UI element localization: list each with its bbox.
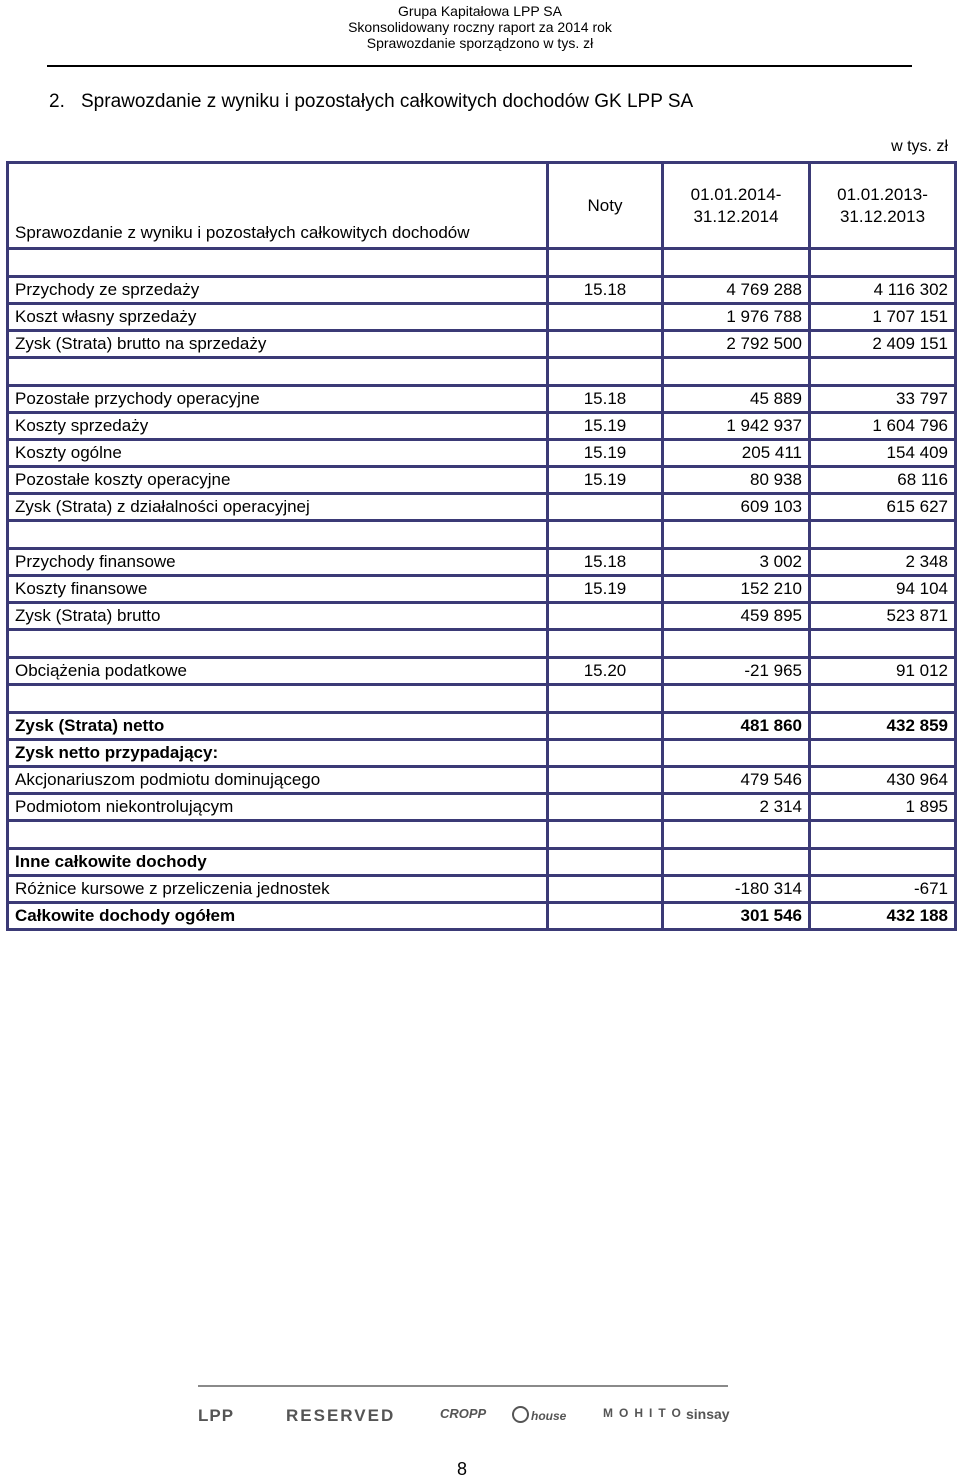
row-note (548, 331, 663, 358)
row-note: 15.19 (548, 440, 663, 467)
row-value-2014: 2 314 (663, 794, 810, 821)
row-value-2014: 1 942 937 (663, 413, 810, 440)
row-label: Koszty ogólne (8, 440, 548, 467)
table-row (8, 304, 956, 331)
logo-house: house (512, 1406, 566, 1423)
table-cell (663, 685, 810, 713)
row-value-2013: 1 707 151 (810, 304, 956, 331)
row-label: Przychody ze sprzedaży (8, 277, 548, 304)
table-row (8, 767, 956, 794)
brand-logos (198, 1406, 728, 1428)
row-note (548, 494, 663, 521)
row-value-2014: 609 103 (663, 494, 810, 521)
row-value-2013: 94 104 (810, 576, 956, 603)
table-cell (810, 685, 956, 713)
row-label: Koszty finansowe (8, 576, 548, 603)
table-cell (810, 821, 956, 849)
row-value-2013: 2 348 (810, 549, 956, 576)
row-value-2014 (663, 849, 810, 876)
row-value-2013: 33 797 (810, 386, 956, 413)
row-note: 15.18 (548, 386, 663, 413)
house-circle-icon (512, 1406, 529, 1423)
row-note: 15.20 (548, 658, 663, 685)
row-value-2013: 430 964 (810, 767, 956, 794)
table-cell (548, 521, 663, 549)
table-row (8, 277, 956, 304)
row-label: Zysk (Strata) netto (8, 713, 548, 740)
row-note (548, 304, 663, 331)
row-value-2013 (810, 849, 956, 876)
row-value-2013: 615 627 (810, 494, 956, 521)
header-rule (47, 65, 912, 67)
spacer-row (8, 821, 956, 849)
row-note: 15.18 (548, 549, 663, 576)
row-value-2014: -21 965 (663, 658, 810, 685)
row-value-2013: 432 859 (810, 713, 956, 740)
logo-cropp: CROPP (440, 1406, 487, 1421)
row-value-2013: 523 871 (810, 603, 956, 630)
table-cell (810, 358, 956, 386)
section-title: Sprawozdanie z wyniku i pozostałych całkowitych dochodów GK LPP SA (81, 91, 694, 112)
row-value-2013: 68 116 (810, 467, 956, 494)
table-cell (663, 249, 810, 277)
row-note: 15.19 (548, 576, 663, 603)
row-label: Przychody finansowe (8, 549, 548, 576)
table-row (8, 467, 956, 494)
table-row (8, 494, 956, 521)
row-label: Całkowite dochody ogółem (8, 903, 548, 930)
table-cell (548, 821, 663, 849)
row-label: Koszty sprzedaży (8, 413, 548, 440)
page-number: 8 (456, 1459, 467, 1479)
section-number: 2. (49, 91, 65, 112)
table-row (8, 331, 956, 358)
row-label: Inne całkowite dochody (8, 849, 548, 876)
spacer-row (8, 249, 956, 277)
table-cell (810, 521, 956, 549)
row-value-2014: 3 002 (663, 549, 810, 576)
table-row (8, 386, 956, 413)
table-cell (8, 521, 548, 549)
row-value-2013: 1 604 796 (810, 413, 956, 440)
row-value-2013: 91 012 (810, 658, 956, 685)
table-cell (8, 685, 548, 713)
table-row (8, 876, 956, 903)
row-value-2014: 481 860 (663, 713, 810, 740)
table-row (8, 603, 956, 630)
row-note (548, 849, 663, 876)
logo-reserved: RESERVED (286, 1406, 396, 1425)
spacer-row (8, 521, 956, 549)
table-cell (8, 630, 548, 658)
table-cell (663, 521, 810, 549)
column-header-label: Sprawozdanie z wyniku i pozostałych całkowitych dochodów (8, 163, 548, 249)
table-row (8, 549, 956, 576)
row-value-2014: -180 314 (663, 876, 810, 903)
row-note (548, 794, 663, 821)
table-row (8, 849, 956, 876)
row-value-2013: -671 (810, 876, 956, 903)
header-currency-note: Sprawozdanie sporządzono w tys. zł (366, 35, 594, 51)
row-label: Zysk (Strata) z działalności operacyjnej (8, 494, 548, 521)
row-note (548, 740, 663, 767)
row-value-2013: 4 116 302 (810, 277, 956, 304)
row-label: Akcjonariuszom podmiotu dominującego (8, 767, 548, 794)
row-label: Zysk netto przypadający: (8, 740, 548, 767)
row-label: Podmiotom niekontrolującym (8, 794, 548, 821)
logo-mohito: MOHITO (603, 1406, 687, 1420)
row-value-2014: 45 889 (663, 386, 810, 413)
row-value-2014: 152 210 (663, 576, 810, 603)
row-value-2014: 479 546 (663, 767, 810, 794)
row-value-2014: 459 895 (663, 603, 810, 630)
table-cell (663, 821, 810, 849)
row-note (548, 876, 663, 903)
row-value-2014 (663, 740, 810, 767)
row-note: 15.18 (548, 277, 663, 304)
table-row (8, 440, 956, 467)
row-label: Obciążenia podatkowe (8, 658, 548, 685)
unit-label: w tys. zł (891, 138, 948, 155)
table-row (8, 413, 956, 440)
section-heading (49, 90, 693, 114)
column-header-2013: 01.01.2013- 31.12.2013 (810, 163, 956, 249)
row-value-2013: 154 409 (810, 440, 956, 467)
row-value-2013: 1 895 (810, 794, 956, 821)
table-cell (8, 821, 548, 849)
table-row (8, 576, 956, 603)
table-row (8, 658, 956, 685)
row-note (548, 713, 663, 740)
header-report: Skonsolidowany roczny raport za 2014 rok (348, 19, 612, 35)
logo-sinsay: sinsay (686, 1406, 730, 1422)
table-cell (810, 249, 956, 277)
footer-rule (198, 1385, 728, 1387)
spacer-row (8, 358, 956, 386)
row-value-2014: 205 411 (663, 440, 810, 467)
spacer-row (8, 630, 956, 658)
table-cell (8, 358, 548, 386)
row-label: Zysk (Strata) brutto na sprzedaży (8, 331, 548, 358)
table-cell (8, 249, 548, 277)
row-label: Zysk (Strata) brutto (8, 603, 548, 630)
row-value-2014: 301 546 (663, 903, 810, 930)
logo-lpp: LPP (198, 1406, 235, 1425)
table-cell (810, 630, 956, 658)
table-cell (548, 630, 663, 658)
row-value-2014: 2 792 500 (663, 331, 810, 358)
table-cell (548, 685, 663, 713)
row-value-2014: 1 976 788 (663, 304, 810, 331)
row-label: Różnice kursowe z przeliczenia jednostek (8, 876, 548, 903)
row-label: Pozostałe przychody operacyjne (8, 386, 548, 413)
column-header-2014: 01.01.2014- 31.12.2014 (663, 163, 810, 249)
row-label: Koszt własny sprzedaży (8, 304, 548, 331)
spacer-row (8, 685, 956, 713)
income-statement-table (6, 161, 957, 931)
table-row (8, 794, 956, 821)
table-header-row (8, 163, 956, 249)
column-header-notes: Noty (548, 163, 663, 249)
table-cell (548, 249, 663, 277)
row-note (548, 603, 663, 630)
row-note (548, 767, 663, 794)
row-label: Pozostałe koszty operacyjne (8, 467, 548, 494)
table-row (8, 740, 956, 767)
row-value-2013: 2 409 151 (810, 331, 956, 358)
table-row (8, 903, 956, 930)
row-value-2014: 4 769 288 (663, 277, 810, 304)
row-note (548, 903, 663, 930)
table-cell (663, 358, 810, 386)
table-cell (663, 630, 810, 658)
row-note: 15.19 (548, 467, 663, 494)
table-cell (548, 358, 663, 386)
row-value-2013: 432 188 (810, 903, 956, 930)
row-value-2013 (810, 740, 956, 767)
row-value-2014: 80 938 (663, 467, 810, 494)
header-company: Grupa Kapitałowa LPP SA (398, 3, 562, 19)
table-row (8, 713, 956, 740)
row-note: 15.19 (548, 413, 663, 440)
